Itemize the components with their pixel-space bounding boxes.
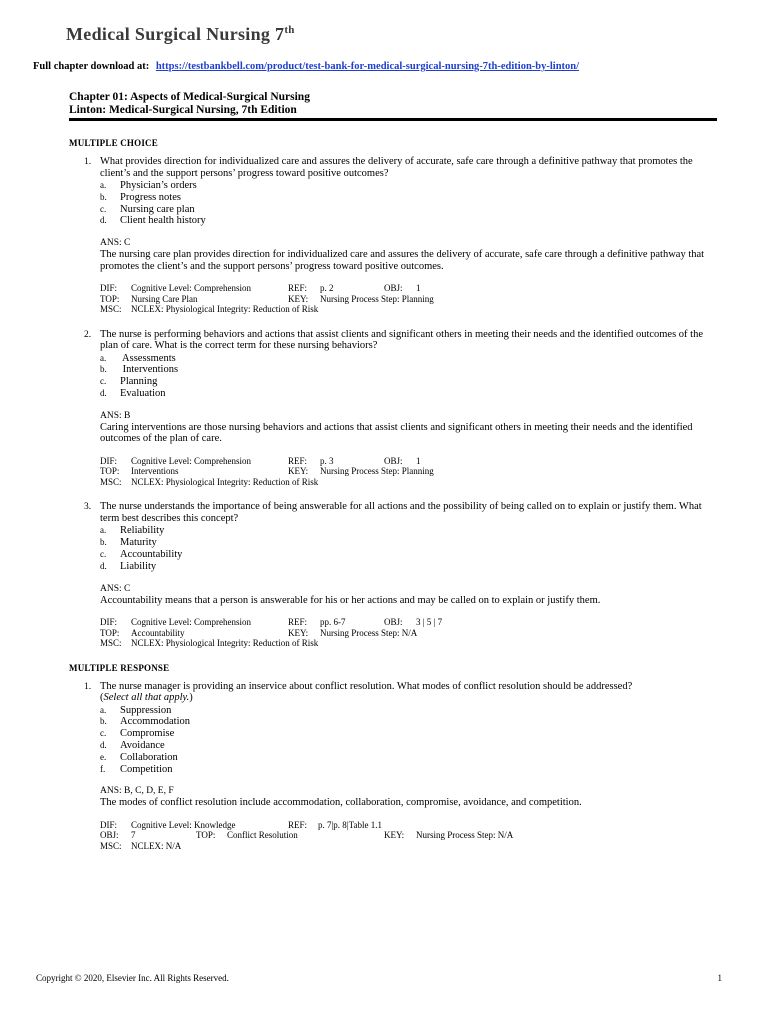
answer-option: b. Accommodation bbox=[100, 716, 190, 728]
answer-option: d. Evaluation bbox=[100, 388, 166, 400]
answer-option: a. Assessments bbox=[100, 352, 176, 364]
meta-row-topic: TOP: Accountability KEY: Nursing Process Step: N/A bbox=[100, 627, 418, 638]
meta-row-topic: TOP: Interventions KEY: Nursing Process Step: Planning bbox=[100, 466, 434, 477]
question-stem: The nurse understands the importance of being answerable for all actions and the possibility of being called on to explain or justify them. What term best describes this concept? bbox=[100, 501, 702, 524]
question-stem: The nurse manager is providing an inservice about conflict resolution. What modes of conflict resolution should be addressed? (Select all that apply.) bbox=[100, 680, 633, 704]
answer-option: f. Competition bbox=[100, 763, 173, 775]
meta-row-difficulty: DIF: Cognitive Level: Comprehension REF: p. 2 OBJ: 1 bbox=[100, 283, 421, 294]
document-body bbox=[69, 134, 719, 865]
question-stem: The nurse is performing behaviors and actions that assist clients and significant others in meeting their needs and the identified outcomes of the plan of care. What is the correct term for these nursing behaviors? bbox=[100, 328, 704, 352]
question-metadata bbox=[100, 283, 719, 315]
chapter-heading bbox=[69, 91, 717, 121]
answer-options bbox=[100, 353, 719, 400]
answer-key: ANS: B, C, D, E, F bbox=[100, 786, 174, 797]
question-item bbox=[69, 329, 719, 488]
answer-option: c. Planning bbox=[100, 376, 158, 388]
download-label: Full chapter download at: bbox=[33, 61, 150, 72]
rationale: The modes of conflict resolution include accommodation, collaboration, compromise, avoidance, and competition. bbox=[100, 797, 582, 809]
answer-option: b. Maturity bbox=[100, 537, 157, 549]
answer-option: e. Collaboration bbox=[100, 751, 178, 763]
answer-options bbox=[100, 180, 719, 227]
answer-option: b. Interventions bbox=[100, 364, 179, 376]
rationale: Accountability means that a person is answerable for his or her actions and may be called on to explain or justify them. bbox=[100, 594, 601, 606]
answer-key: ANS: B bbox=[100, 410, 131, 421]
answer-option: d. Avoidance bbox=[100, 739, 165, 751]
answer-option: a. Reliability bbox=[100, 525, 165, 537]
copyright-text: Copyright © 2020, Elsevier Inc. All Rights Reserved. bbox=[36, 973, 229, 983]
select-all-note: Select all that apply. bbox=[103, 692, 190, 704]
meta-row-difficulty: DIF: Cognitive Level: Comprehension REF: p. 3 OBJ: 1 bbox=[100, 455, 421, 466]
answer-option: c. Compromise bbox=[100, 728, 175, 740]
rationale: Caring interventions are those nursing behaviors and actions that assist clients and significant others in meeting their needs and the identified outcomes of the plan of care. bbox=[100, 421, 693, 445]
answer-options bbox=[100, 525, 719, 572]
page-footer bbox=[36, 973, 722, 983]
page-number: 1 bbox=[717, 973, 722, 983]
question-item bbox=[69, 681, 719, 852]
meta-row-msc: MSC: NCLEX: N/A bbox=[100, 840, 182, 851]
meta-row-objective: OBJ: 7 TOP: Conflict Resolution KEY: Nursing Process Step: N/A bbox=[100, 830, 514, 841]
meta-row-topic: TOP: Nursing Care Plan KEY: Nursing Process Step: Planning bbox=[100, 293, 434, 304]
question-item bbox=[69, 501, 719, 648]
answer-option: c. Accountability bbox=[100, 548, 183, 560]
rationale: The nursing care plan provides direction for individualized care and assures the delivery of accurate, safe care through a definitive pathway that promotes the client’s and the support persons’ progress toward positive outcomes. bbox=[100, 249, 705, 272]
section-heading-multiple-choice: MULTIPLE CHOICE bbox=[69, 138, 158, 148]
answer-key: ANS: C bbox=[100, 583, 131, 594]
download-line bbox=[33, 61, 579, 72]
answer-option: c. Nursing care plan bbox=[100, 203, 195, 215]
question-metadata bbox=[100, 820, 719, 852]
book-title: Linton: Medical-Surgical Nursing, 7th Edition bbox=[69, 104, 297, 116]
answer-option: d. Client health history bbox=[100, 215, 206, 227]
answer-option: d. Liability bbox=[100, 560, 157, 572]
meta-row-difficulty: DIF: Cognitive Level: Comprehension REF: pp. 6-7 OBJ: 3 | 5 | 7 bbox=[100, 617, 443, 628]
multiple-choice-list bbox=[69, 156, 719, 649]
document-title: Medical Surgical Nursing 7th bbox=[66, 24, 295, 44]
title-superscript: th bbox=[284, 24, 295, 36]
question-item bbox=[69, 156, 719, 315]
question-metadata bbox=[100, 456, 719, 488]
meta-row-msc: MSC: NCLEX: Physiological Integrity: Reduction of Risk bbox=[100, 476, 319, 487]
question-metadata bbox=[100, 617, 719, 649]
chapter-title: Chapter 01: Aspects of Medical-Surgical Nursing bbox=[69, 91, 310, 103]
question-number: 1. bbox=[84, 681, 92, 692]
answer-option: a. Physician’s orders bbox=[100, 180, 197, 191]
question-number: 2. bbox=[84, 329, 92, 340]
meta-row-msc: MSC: NCLEX: Physiological Integrity: Reduction of Risk bbox=[100, 638, 319, 649]
download-link[interactable]: https://testbankbell.com/product/test-bank-for-medical-surgical-nursing-7th-edition-by-linton/ bbox=[155, 61, 580, 72]
question-number: 3. bbox=[84, 502, 92, 513]
section-heading-multiple-response: MULTIPLE RESPONSE bbox=[69, 662, 170, 673]
meta-row-msc: MSC: NCLEX: Physiological Integrity: Reduction of Risk bbox=[100, 304, 319, 315]
question-number: 1. bbox=[84, 157, 92, 167]
answer-options bbox=[100, 705, 719, 776]
meta-row-difficulty: DIF: Cognitive Level: Knowledge REF: p. 7|p. 8|Table 1.1 bbox=[100, 819, 382, 830]
answer-option: a. Suppression bbox=[100, 704, 172, 716]
answer-option: b. Progress notes bbox=[100, 191, 181, 203]
question-stem: What provides direction for individualized care and assures the delivery of accurate, safe care through a definitive pathway that promotes the client’s and the support persons’ progress toward positive outcomes? bbox=[100, 156, 693, 179]
answer-key: ANS: C bbox=[100, 238, 131, 249]
